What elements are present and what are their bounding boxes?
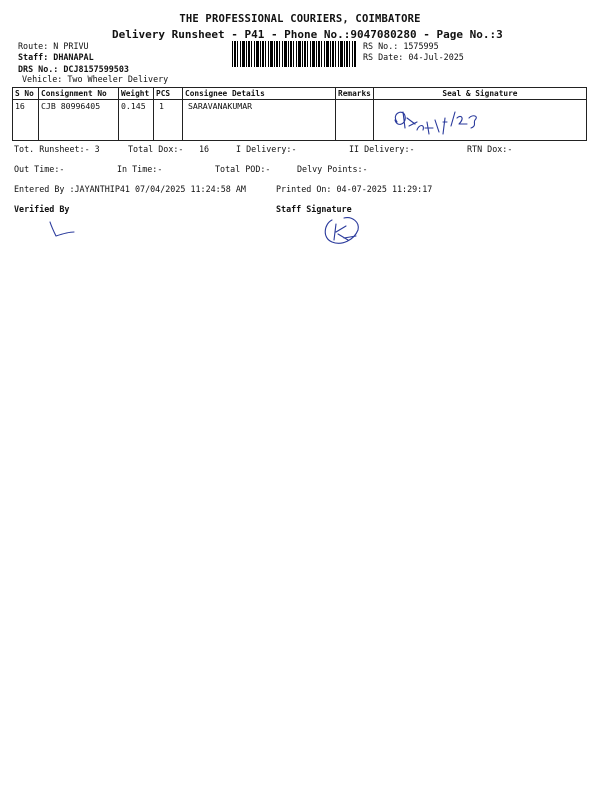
runsheet-title: Delivery Runsheet - P41 - Phone No.:9047080280 - Page No.:3 bbox=[112, 28, 503, 41]
company-title: THE PROFESSIONAL COURIERS, COIMBATORE bbox=[179, 13, 421, 25]
rs-number: RS No.: 1575995 bbox=[363, 41, 439, 51]
cell-consignment: CJB 80996405 bbox=[39, 100, 119, 141]
col-consignment: Consignment No bbox=[39, 88, 119, 100]
cell-consignee: SARAVANAKUMAR bbox=[183, 100, 336, 141]
total-pod: Total POD:- bbox=[215, 164, 271, 174]
out-time: Out Time:- bbox=[14, 164, 65, 174]
rs-date: RS Date: 04-Jul-2025 bbox=[363, 52, 464, 62]
col-sno: S No bbox=[13, 88, 39, 100]
cell-remarks bbox=[336, 100, 374, 141]
col-remarks: Remarks bbox=[336, 88, 374, 100]
col-seal-signature: Seal & Signature bbox=[373, 88, 586, 100]
verified-by-label: Verified By bbox=[14, 204, 70, 214]
drs-number: DRS No.: DCJ8157599503 bbox=[18, 64, 129, 74]
total-dox-label: Total Dox:- bbox=[128, 144, 184, 154]
entered-by: Entered By :JAYANTHIP41 07/04/2025 11:24:58 AM bbox=[14, 184, 246, 194]
staff-text: Staff: DHANAPAL bbox=[18, 52, 94, 62]
route-text: Route: N PRIVU bbox=[18, 41, 89, 51]
staff-signature-mark bbox=[318, 212, 368, 252]
total-dox-value: 16 bbox=[199, 144, 210, 154]
col-weight: Weight bbox=[119, 88, 154, 100]
verified-by-signature bbox=[44, 218, 84, 242]
in-time: In Time:- bbox=[117, 164, 163, 174]
barcode-image bbox=[232, 41, 356, 67]
cell-pcs: 1 bbox=[154, 100, 183, 141]
table-header-row bbox=[13, 88, 587, 100]
col-pcs: PCS bbox=[154, 88, 183, 100]
delvy-points: Delvy Points:- bbox=[297, 164, 368, 174]
col-consignee: Consignee Details bbox=[183, 88, 336, 100]
tot-runsheet: Tot. Runsheet:- 3 bbox=[14, 144, 100, 154]
staff-signature-label: Staff Signature bbox=[276, 204, 352, 214]
ii-delivery: II Delivery:- bbox=[349, 144, 415, 154]
cell-weight: 0.145 bbox=[119, 100, 154, 141]
rtn-dox: RTN Dox:- bbox=[467, 144, 513, 154]
cell-sno: 16 bbox=[13, 100, 39, 141]
printed-on: Printed On: 04-07-2025 11:29:17 bbox=[276, 184, 433, 194]
handwritten-signature-date bbox=[389, 100, 499, 138]
table-row bbox=[13, 100, 587, 141]
cell-seal-signature bbox=[373, 100, 586, 141]
i-delivery: I Delivery:- bbox=[236, 144, 297, 154]
vehicle-text: Vehicle: Two Wheeler Delivery bbox=[22, 74, 169, 84]
delivery-table bbox=[12, 87, 587, 141]
